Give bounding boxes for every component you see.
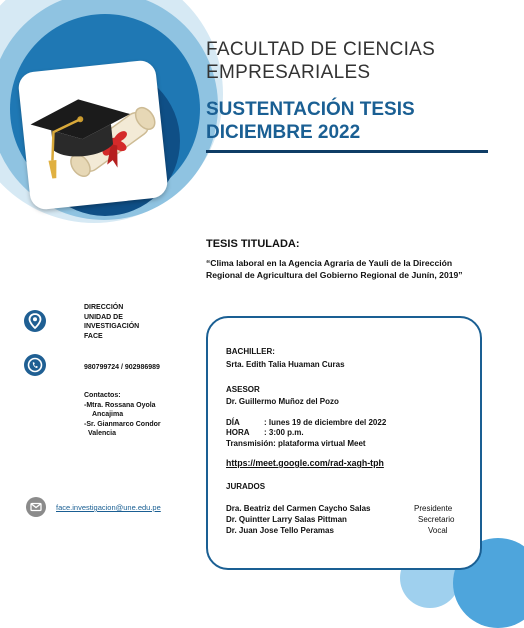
office-info [84, 303, 139, 341]
faculty-title [206, 38, 435, 84]
contact-2-line1: -Sr. Gianmarco Condor [84, 420, 161, 428]
contact-2-line2: Valencia [88, 430, 117, 437]
email-icon [26, 497, 46, 517]
thesis-title-line2: Regional de Agricultura del Gobierno Regional de Junín, 2019” [206, 270, 463, 280]
event-title-line2: DICIEMBRE 2022 [206, 122, 361, 143]
event-title-line1: SUSTENTACIÓN TESIS [206, 99, 415, 120]
thesis-title [206, 257, 488, 281]
dia-label: DÍA [226, 418, 240, 427]
hora-label: HORA [226, 428, 250, 437]
contact-1-line1: -Mtra. Rossana Oyola [84, 401, 156, 409]
event-details-box [206, 316, 482, 570]
thesis-title-line1: “Clima laboral en la Agencia Agraria de Yauli de la Dirección [206, 258, 453, 268]
bachiller-label: BACHILLER: [226, 347, 275, 356]
jurado-1-role: Presidente [414, 504, 453, 513]
asesor-label: ASESOR [226, 385, 260, 394]
jurados-label: JURADOS [226, 482, 266, 491]
faculty-title-line1: FACULTAD DE CIENCIAS [206, 39, 436, 60]
location-pin-icon [24, 310, 46, 332]
email-link[interactable]: face.investigacion@une.edu.pe [56, 503, 161, 512]
jurado-1-name: Dra. Beatriz del Carmen Caycho Salas [226, 504, 371, 513]
office-line3: INVESTIGACIÓN [84, 323, 140, 330]
event-title [206, 98, 415, 144]
office-line1: DIRECCIÓN [84, 304, 124, 311]
dia-value: : lunes 19 de diciembre del 2022 [264, 418, 387, 427]
meet-link[interactable]: https://meet.google.com/rad-xagh-tph [226, 458, 384, 468]
jurado-3-name: Dr. Juan Jose Tello Peramas [226, 526, 334, 535]
asesor-name: Dr. Guillermo Muñoz del Pozo [226, 397, 339, 406]
jurado-2-role: Secretario [418, 515, 455, 524]
phone-numbers: 980799724 / 902986989 [84, 364, 160, 371]
contact-1-line2: Ancajima [92, 411, 124, 418]
office-line2: UNIDAD DE [84, 313, 123, 321]
transmision-text: Transmisión: plataforma virtual Meet [226, 439, 366, 448]
faculty-title-line2: EMPRESARIALES [206, 62, 371, 83]
contacts-block [84, 391, 161, 439]
phone-icon [24, 354, 46, 376]
office-line4: FACE [84, 332, 103, 340]
graduation-photo [17, 59, 169, 211]
graduation-cap-diploma-icon [17, 59, 169, 211]
hora-value: : 3:00 p.m. [264, 428, 304, 437]
thesis-label: TESIS TITULADA: [206, 238, 300, 250]
header-divider [206, 150, 488, 153]
bachiller-name: Srta. Edith Talia Huaman Curas [226, 360, 345, 369]
jurado-2-name: Dr. Quintter Larry Salas Pittman [226, 515, 347, 524]
jurado-3-role: Vocal [428, 526, 448, 535]
contacts-label: Contactos: [84, 392, 121, 399]
